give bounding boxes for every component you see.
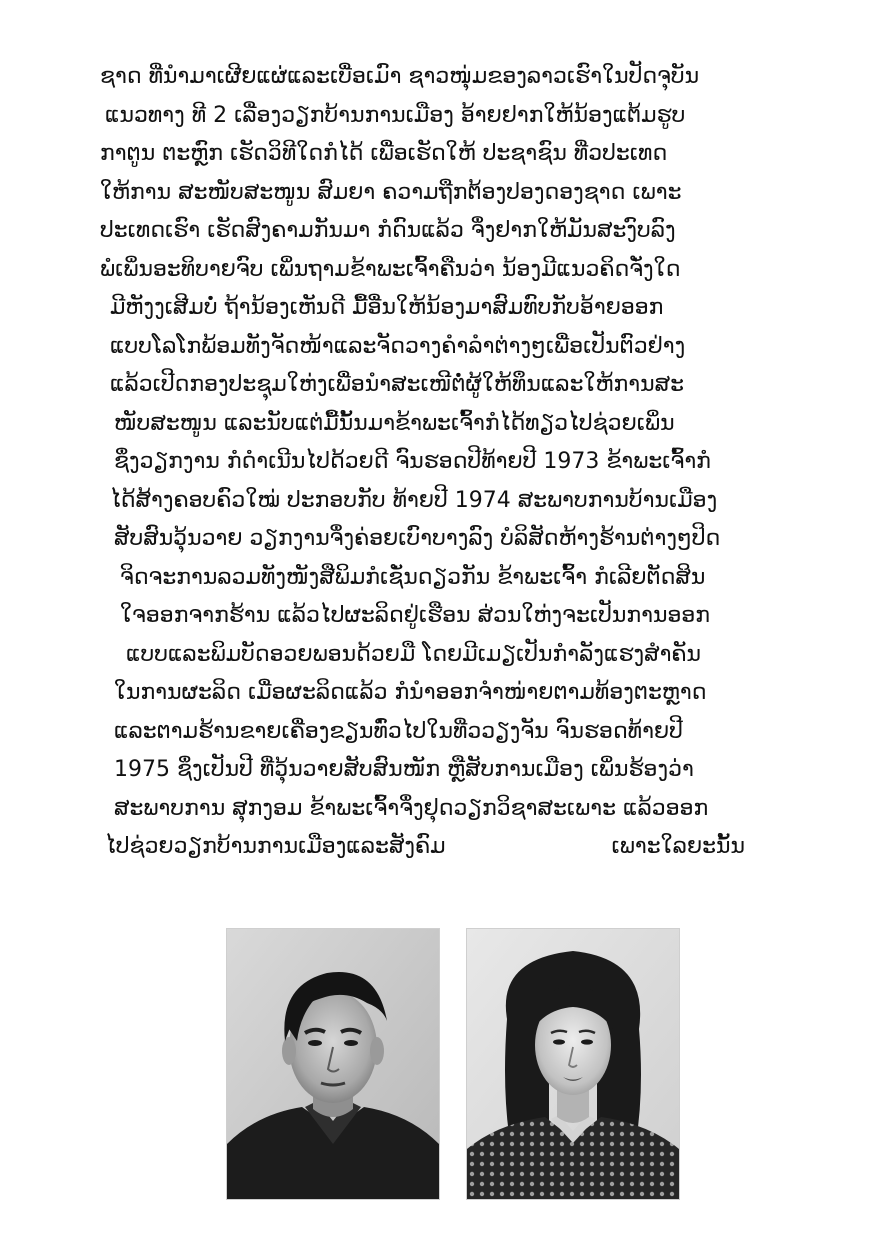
text-line: ມີຫັງງເສີມບໍ່ ຖ້ານ້ອງເຫັນດີ ມື້ອື່ນໃຫ້ນ້ອງມາສົມທົບກັບອ້າຍອອກ	[110, 295, 664, 320]
portrait-photo-woman	[466, 928, 680, 1200]
text-line: ຊາດ ທີ່ນຳມາເຜີຍແຜ່ແລະເບື່ອເມົາ ຊາວໜຸ່ມຂອງລາວເຮົາໃນປັດຈຸບັນ	[100, 64, 700, 89]
text-line: ໃນການຜະລິດ ເມື່ອຜະລິດແລ້ວ ກໍນຳອອກຈຳໜ່າຍຕາມທ້ອງຕະຫຼາດ	[114, 680, 707, 705]
portrait-woman-icon	[467, 929, 679, 1199]
text-line: ໄດ້ສ້າງຄອບຄົວໃໝ່ ປະກອບກັບ ທ້າຍປີ 1974 ສະພາບການບ້ານເມືອງ	[110, 487, 718, 513]
text-line: ສັບສົນວຸ້ນວາຍ ວຽກງານຈຶ່ງຄ່ອຍເບົາບາງລົງ ບໍລິສັດຫ້າງຮ້ານຕ່າງໆປິດ	[114, 526, 721, 551]
text-line: ຈິດຈະການລວມທັງໜັງສືພິມກໍເຊັ່ນດຽວກັນ ຂ້າພະເຈົ້າ ກໍເລີຍຕັດສິນ	[120, 564, 706, 590]
text-line: ໜັບສະໜູນ ແລະນັບແຕ່ມື້ນັ້ນມາຂ້າພະເຈົ້າກໍໄດ້ທຽວໄປຊ່ວຍເພິ່ນ	[114, 410, 675, 436]
text-line-last-left: ໄປຊ່ວຍວຽກບ້ານການເມືອງແລະສັງຄົມ	[105, 834, 446, 859]
text-line: ສະພາບການ ສຸກງອມ ຂ້າພະເຈົ້າຈຶ່ງຢຸດວຽກວິຊາສະເພາະ ແລ້ວອອກ	[114, 795, 709, 821]
body-text	[100, 58, 780, 867]
text-line: ແບບໂລໂກພ້ອມທັງຈັດໜ້າແລະຈັດວາງຄຳລຳຕ່າງໆເພື່ອເປັນຕົວຢ່າງ	[110, 333, 686, 359]
text-line: ໃຫ້ການ ສະໜັບສະໜູນ ສົມຍາ ຄວາມຖືກຕ້ອງປອງດອງຊາດ ເພາະ	[100, 179, 682, 205]
text-line: ກາຕູນ ຕະຫຼົກ ເຮັດວິທີໃດກໍໄດ້ ເພື່ອເຮັດໃຫ້ ປະຊາຊົນ ທີ່ວປະເທດ	[100, 141, 668, 166]
text-line: ແນວທາງ ທີ 2 ເລື່ອງວຽກບ້ານການເມືອງ ອ້າຍຢາກໃຫ້ນ້ອງແຕ້ມຮູບ	[105, 102, 686, 128]
portrait-man-icon	[227, 929, 439, 1199]
portrait-photo-man	[226, 928, 440, 1200]
text-line-last-right: ເພາະໃລຍະນັ້ນ	[611, 834, 745, 859]
text-line: ປະເທດເຮົາ ເຮັດສົງຄາມກັນມາ ກໍດົນແລ້ວ ຈຶ່ງຢາກໃຫ້ມັນສະງົບລົງ	[100, 218, 676, 243]
text-line-last	[100, 828, 745, 867]
text-line: ແບບແລະພິມບັດອວຍພອນດ້ວຍມື ໂດຍມີເມຽເປັນກຳລັງແຮງສຳຄັນ	[126, 641, 702, 667]
text-line: ແລະຕາມຮ້ານຂາຍເຄື່ອງຂຽນທົ່ວໄປໃນທີ່ວວຽງຈັນ ຈົນຮອດທ້າຍປີ	[114, 718, 683, 744]
text-line: ໃຈອອກຈາກຮ້ານ ແລ້ວໄປຜະລິດຢູ່ເຮືອນ ສ່ວນໃຫ່ງຈະເປັນການອອກ	[120, 603, 711, 628]
text-line: ຊຶ່ງວຽກງານ ກໍດຳເນີນໄປດ້ວຍດີ ຈົນຮອດປີທ້າຍປີ 1973 ຂ້າພະເຈົ້າກໍ	[114, 449, 711, 474]
text-line: ແລ້ວເປີດກອງປະຊຸມໃຫ່ງເພື່ອນຳສະເໜີຕໍ່ຜູ້ໃຫ້ທຶນແລະໃຫ້ການສະ	[110, 372, 685, 397]
text-line: ພໍເພິ່ນອະທິບາຍຈົບ ເພິ່ນຖາມຂ້າພະເຈົ້າຄືນວ່າ ນ້ອງມີແນວຄິດຈັ່ງໃດ	[100, 256, 681, 282]
text-line: 1975 ຊຶ່ງເປັນປີ ທີ່ວຸ້ນວາຍສັບສົນໜັກ ຫຼືສັບການເມືອງ ເພິ່ນຮ້ອງວ່າ	[114, 757, 694, 782]
